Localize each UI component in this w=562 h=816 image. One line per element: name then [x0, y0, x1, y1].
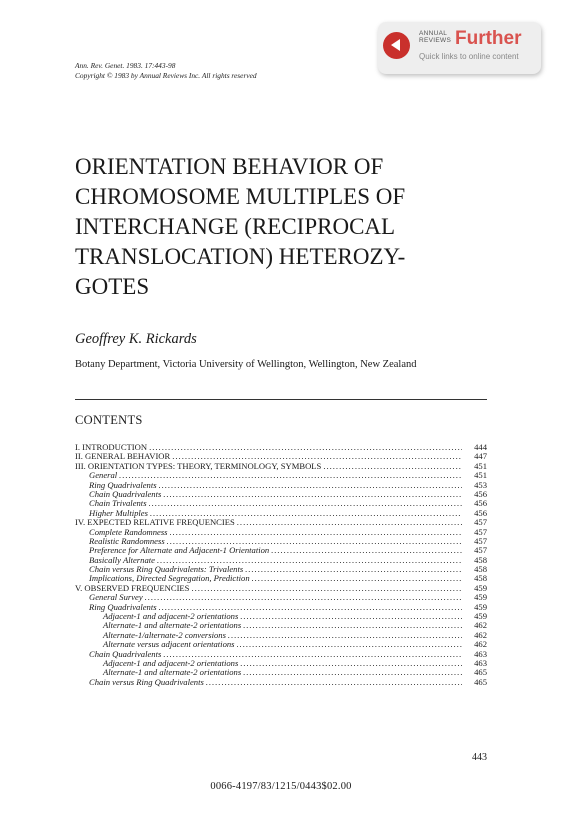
- toc-entry-label: Chain Quadrivalents: [89, 648, 162, 659]
- further-banner[interactable]: [378, 22, 541, 74]
- toc-entry-label: Preference for Alternate and Adjacent-1 Orientation: [89, 545, 270, 556]
- toc-entry-page: 465: [474, 667, 487, 678]
- toc-leader-dots: [245, 565, 462, 574]
- toc-entry-label: I. INTRODUCTION: [75, 442, 148, 452]
- toc-entry-label: Alternate-1 and alternate-2 orientations: [103, 620, 242, 631]
- toc-leader-dots: [243, 621, 462, 630]
- toc-entry-label: General Survey: [89, 592, 143, 603]
- table-of-contents: [75, 443, 487, 687]
- article-title: ORIENTATION BEHAVIOR OF CHROMOSOME MULTIPLES OF INTERCHANGE (RECIPROCAL TRANSLOCATION) HETEROZY-GOTES: [75, 154, 406, 299]
- annual-reviews-play-icon: [383, 32, 410, 59]
- toc-leader-dots: [240, 659, 462, 668]
- toc-entry-page: 465: [474, 676, 487, 687]
- toc-leader-dots: [191, 584, 462, 593]
- toc-entry-label: Alternate-1 and alternate-2 orientations: [103, 667, 242, 678]
- toc-entry-label: Alternate-1/alternate-2 conversions: [103, 629, 226, 640]
- toc-entry-page: 459: [474, 601, 487, 612]
- further-label: Further: [455, 28, 522, 49]
- toc-leader-dots: [159, 481, 462, 490]
- toc-entry-label: Chain versus Ring Quadrivalents: Trivalents: [89, 564, 244, 575]
- toc-entry-page: 462: [474, 639, 487, 650]
- toc-entry-label: Adjacent-1 and adjacent-2 orientations: [103, 657, 239, 668]
- toc-leader-dots: [228, 631, 462, 640]
- toc-entry-label: V. OBSERVED FREQUENCIES: [75, 582, 190, 593]
- toc-entry-label: Basically Alternate: [89, 554, 155, 565]
- toc-entry-label: Ring Quadrivalents: [89, 479, 157, 490]
- toc-entry-page: 451: [474, 470, 487, 481]
- toc-leader-dots: [119, 471, 462, 480]
- toc-leader-dots: [240, 612, 462, 621]
- toc-leader-dots: [252, 574, 462, 583]
- toc-entry-label: Realistic Randomness: [89, 535, 165, 546]
- toc-entry[interactable]: [75, 462, 487, 471]
- toc-entry-page: 458: [474, 573, 487, 584]
- toc-entry-label: III. ORIENTATION TYPES: THEORY, TERMINOLOGY, SYMBOLS: [75, 460, 322, 471]
- toc-entry-label: Chain Trivalents: [89, 498, 147, 509]
- toc-entry-label: Complete Randomness: [89, 526, 168, 537]
- toc-entry-label: IV. EXPECTED RELATIVE FREQUENCIES: [75, 517, 235, 528]
- toc-entry-label: Higher Multiples: [89, 507, 148, 518]
- toc-leader-dots: [149, 443, 462, 452]
- quick-links-link[interactable]: Quick links to online content: [419, 52, 519, 61]
- toc-entry-label: Implications, Directed Segregation, Prediction: [89, 573, 250, 584]
- toc-entry-page: 444: [474, 442, 487, 452]
- section-divider: [75, 399, 487, 400]
- toc-entry-page: 463: [474, 657, 487, 668]
- contents-heading: CONTENTS: [75, 413, 143, 427]
- toc-entry-label: Adjacent-1 and adjacent-2 orientations: [103, 611, 239, 622]
- toc-entry-page: 458: [474, 564, 487, 575]
- toc-entry-page: 457: [474, 517, 487, 528]
- toc-leader-dots: [243, 668, 462, 677]
- toc-entry-label: Chain Quadrivalents: [89, 488, 162, 499]
- toc-entry-page: 462: [474, 629, 487, 640]
- toc-entry-page: 457: [474, 545, 487, 556]
- toc-entry-page: 456: [474, 507, 487, 518]
- toc-entry-page: 459: [474, 592, 487, 603]
- toc-leader-dots: [323, 462, 462, 471]
- toc-entry-page: 457: [474, 535, 487, 546]
- toc-entry-label: Ring Quadrivalents: [89, 601, 157, 612]
- author-name: Geoffrey K. Rickards: [75, 331, 197, 347]
- journal-header: [75, 61, 257, 81]
- toc-leader-dots: [145, 593, 462, 602]
- toc-leader-dots: [170, 528, 462, 537]
- toc-entry-page: 456: [474, 488, 487, 499]
- toc-leader-dots: [237, 640, 462, 649]
- toc-leader-dots: [163, 490, 462, 499]
- toc-leader-dots: [237, 518, 462, 527]
- toc-entry-label: Chain versus Ring Quadrivalents: [89, 676, 204, 687]
- toc-entry-page: 456: [474, 498, 487, 509]
- toc-entry-label: II. GENERAL BEHAVIOR: [75, 451, 171, 462]
- page-number: 443: [472, 752, 487, 763]
- toc-leader-dots: [149, 499, 462, 508]
- journal-citation: Ann. Rev. Genet. 1983. 17:443-98: [75, 61, 176, 70]
- toc-leader-dots: [271, 546, 462, 555]
- toc-entry-label: General: [89, 470, 118, 481]
- toc-entry-page: 458: [474, 554, 487, 565]
- toc-entry[interactable]: [75, 678, 487, 687]
- author-affiliation: Botany Department, Victoria University of Wellington, Wellington, New Zealand: [75, 359, 417, 370]
- toc-entry-page: 459: [474, 611, 487, 622]
- toc-entry-page: 457: [474, 526, 487, 537]
- footer-code: 0066-4197/83/1215/0443$02.00: [210, 781, 352, 792]
- toc-entry-page: 453: [474, 479, 487, 490]
- toc-entry-page: 451: [474, 460, 487, 471]
- toc-entry-label: Alternate versus adjacent orientations: [103, 639, 235, 650]
- toc-leader-dots: [206, 678, 462, 687]
- toc-entry-page: 447: [474, 451, 487, 462]
- toc-entry-page: 459: [474, 582, 487, 593]
- toc-entry-page: 463: [474, 648, 487, 659]
- journal-copyright: Copyright © 1983 by Annual Reviews Inc. All rights reserved: [75, 71, 257, 80]
- brand-line-reviews: REVIEWS: [419, 37, 452, 44]
- brand-line-annual: ANNUAL: [419, 30, 448, 37]
- toc-entry-page: 462: [474, 620, 487, 631]
